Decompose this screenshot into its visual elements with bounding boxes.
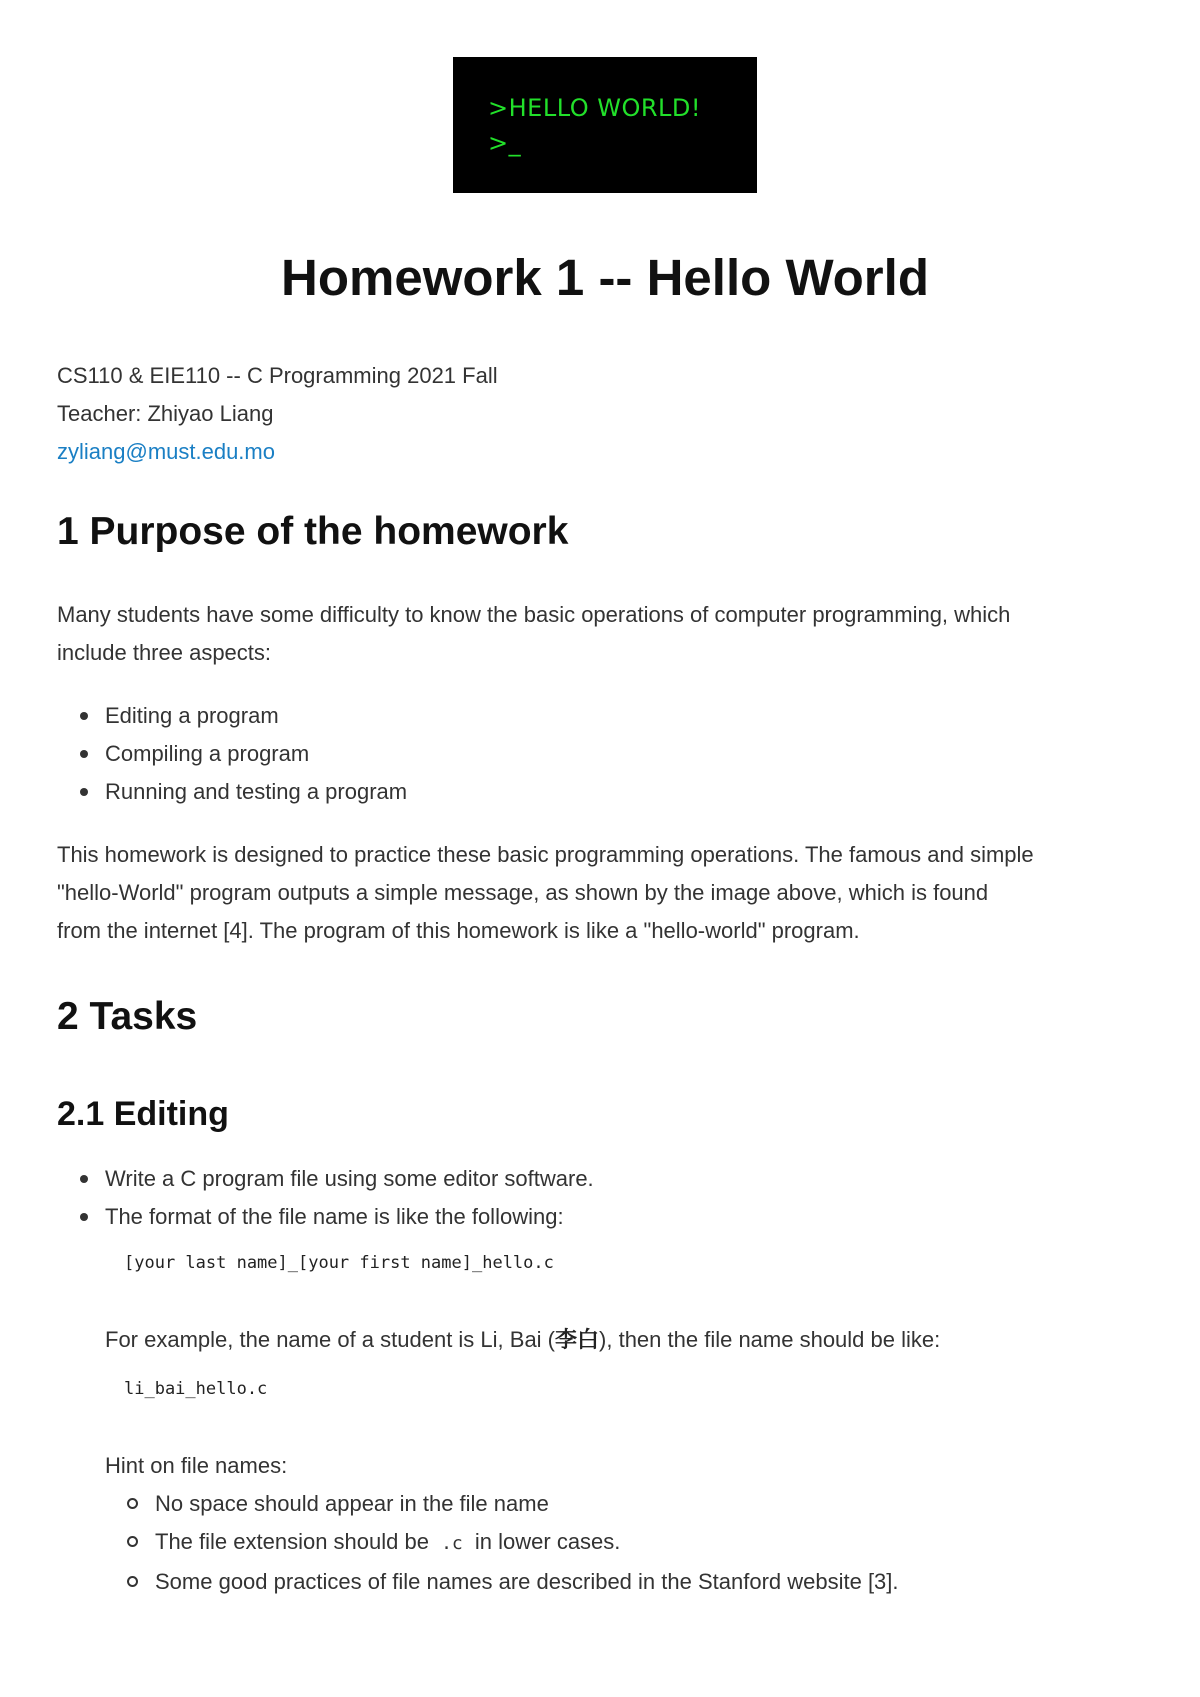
list-item: Compiling a program: [57, 735, 407, 773]
list-item: Some good practices of file names are described in the Stanford website [3].: [105, 1563, 899, 1601]
hint-2-before: The file extension should be: [155, 1529, 429, 1554]
aspects-list: [57, 697, 407, 811]
section-heading-tasks: 2 Tasks: [57, 995, 198, 1038]
list-item: Editing a program: [57, 697, 407, 735]
code-example-file-name: li_bai_hello.c: [124, 1379, 268, 1399]
purpose-para-line-2: "hello-World" program outputs a simple message, as shown by the image above, which is found: [57, 880, 989, 905]
hello-world-banner-image: [453, 57, 757, 193]
teacher-name: Teacher: Zhiyao Liang: [57, 401, 274, 426]
teacher-email-link[interactable]: zyliang@must.edu.mo: [57, 439, 275, 464]
list-item: Write a C program file using some editor software.: [57, 1160, 594, 1198]
banner-line-2: >_: [488, 129, 522, 157]
example-text: [105, 1321, 940, 1359]
list-item: The format of the file name is like the following:: [57, 1198, 594, 1236]
purpose-paragraph: [57, 836, 1167, 950]
hint-2-after: in lower cases.: [474, 1529, 621, 1554]
purpose-intro-line-2: include three aspects:: [57, 640, 272, 665]
example-cjk-name: 李白: [555, 1327, 600, 1352]
course-name: CS110 & EIE110 -- C Programming 2021 Fall: [57, 363, 498, 388]
purpose-intro: [57, 596, 1167, 672]
purpose-intro-line-1: Many students have some difficulty to know the basic operations of computer programming, which: [57, 602, 1011, 627]
inline-code-extension: .c: [441, 1533, 463, 1554]
example-text-after: ), then the file name should be like:: [599, 1327, 941, 1352]
page-title: Homework 1 -- Hello World: [281, 249, 929, 306]
list-item: No space should appear in the file name: [105, 1485, 899, 1523]
subsection-heading-editing: 2.1 Editing: [57, 1095, 229, 1133]
list-item: Running and testing a program: [57, 773, 407, 811]
editing-list: [57, 1160, 594, 1236]
code-file-name-format: [your last name]_[your first name]_hello.c: [124, 1253, 554, 1273]
section-heading-purpose: 1 Purpose of the homework: [57, 510, 569, 553]
purpose-para-line-1: This homework is designed to practice these basic programming operations. The famous and simple: [57, 842, 1034, 867]
list-item: [105, 1523, 899, 1563]
hint-list: [105, 1485, 899, 1601]
purpose-para-line-3: from the internet [4]. The program of this homework is like a "hello-world" program.: [57, 918, 860, 943]
hint-label: Hint on file names:: [105, 1453, 288, 1478]
banner-line-1: >HELLO WORLD!: [488, 94, 701, 122]
example-text-before: For example, the name of a student is Li, Bai (: [105, 1327, 556, 1352]
course-meta: [57, 357, 498, 471]
